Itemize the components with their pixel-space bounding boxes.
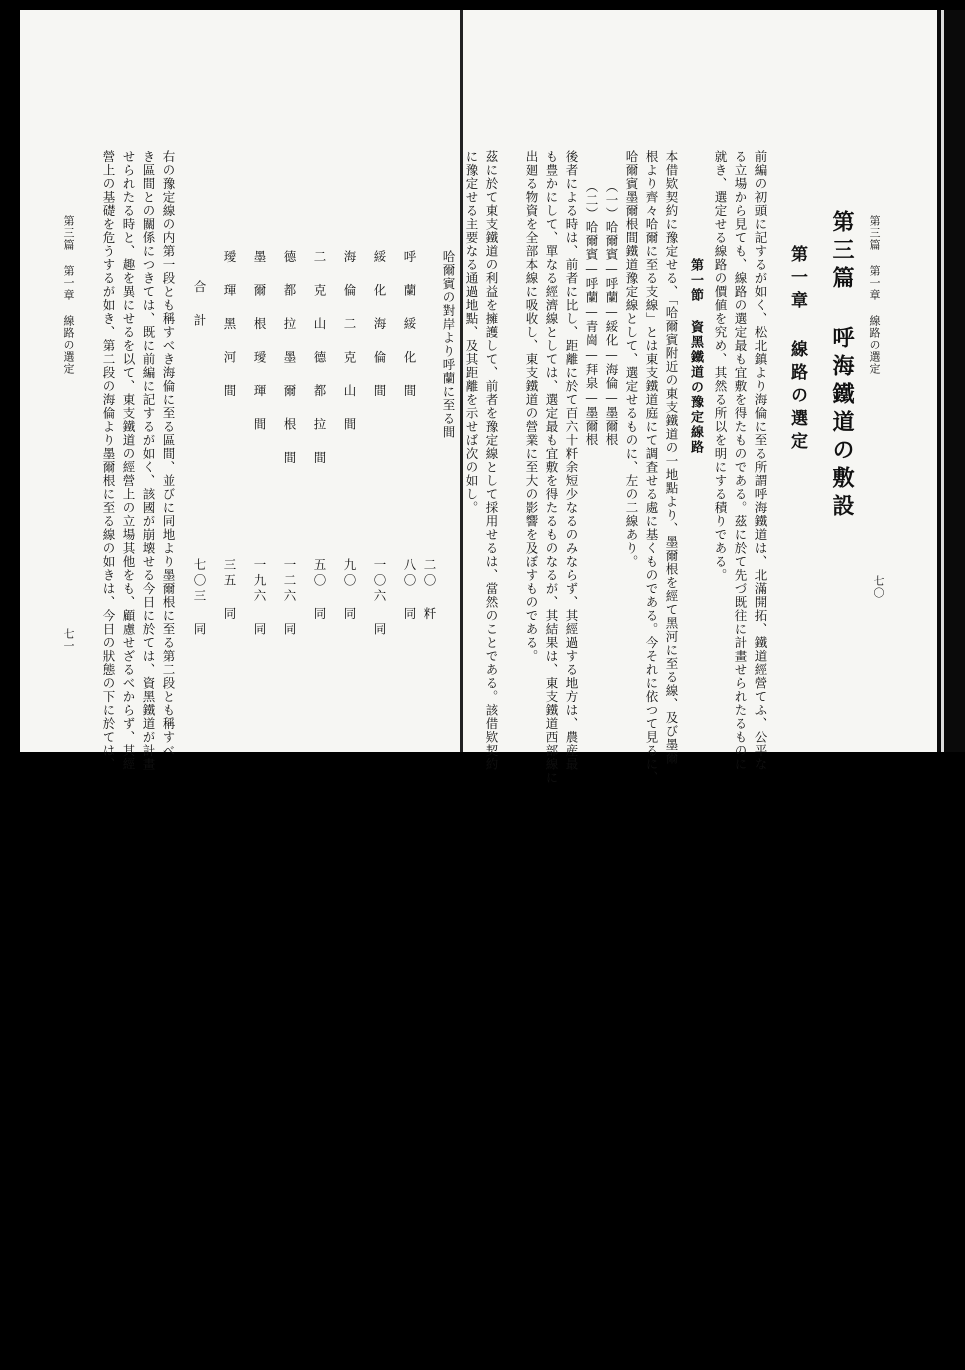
body-line: 前編の初頭に記するが如く、松北鎮より海倫に至る所謂呼海鐵道は、北滿開拓、鐵道經營てふ、公平な: [753, 150, 768, 771]
table-section-name: 海 倫 二 克 山 間: [342, 250, 357, 433]
body-line: 右の豫定線の内第一段とも稱すべき海倫に至る區間、並びに同地より墨爾根に至る第二段とも稱すべ: [161, 150, 176, 758]
body-line: 根より齊々哈爾に至る支線」とは東支鐵道庭にて調査せる處に基くものである。今それに依つて見るに、: [644, 150, 659, 785]
chapter-title: 第一章 線路の選定: [787, 245, 807, 455]
book-gutter: [460, 10, 463, 752]
table-distance: 一九六 同: [252, 558, 267, 638]
route-option: （二）哈爾賓—呼蘭—青崗—拜泉—墨爾根: [584, 180, 599, 447]
table-distance: 八〇 同: [402, 558, 417, 623]
body-line: せられたる時と、趣を異にせるを以て、東支鐵道の經營上の立場其他をも、顧慮せざるべからず、其經: [121, 150, 136, 771]
section-heading: 第一節 資黑鐵道の豫定線路: [688, 258, 703, 455]
table-section-name: 綏 化 海 倫 間: [372, 250, 387, 400]
body-line: 出廻る物資を全部本線に吸收し、東支鐵道の營業に至大の影響を及ぼすものである。: [524, 150, 539, 663]
page-number: 七〇: [872, 575, 885, 599]
left-page: 第三篇 第一章 線路の選定 七一 哈爾賓の對岸より呼蘭に至る間 二〇 粁 呼 蘭 綏 化 間 八〇 同 綏 化 海 倫 間 一〇六 同 海 倫 二 克 山 間 九〇 同 二 克 山 德 都 拉 間 五〇 同 德 都 拉 墨 爾 根 間 一二六 同 墨 爾 根 璦 琿 間 一九六 同 璦 琿 黑 河 間 三五 同 合 計 七〇三 同 右の豫定線の内第一段とも稱すべき海倫に至る區間、並びに同地より墨爾根に至る第二段とも稱すべ き區間との關係につきては、既に前編に記するが如く、該國が崩壊せる今日に於ては、資黑鐵道が計畫 せられたる時と、趣を異にせるを以て、東支鐵道の經營上の立場其他をも、顧慮せざるべからず、其經 營上の基礎を危うするが如き、第二段の海倫より墨爾根に至る線の如きは、今日の狀態の下に於ては、: [20, 10, 460, 752]
table-distance: 五〇 同: [312, 558, 327, 623]
body-line: る立場から見ても、線路の選定最も宜敷を得たものである。茲に於て先づ既往に計畫せられたるものに: [733, 150, 748, 771]
page-number: 七一: [62, 628, 75, 652]
running-head: 第三篇 第一章 線路の選定: [62, 215, 75, 375]
table-section-name: 墨 爾 根 璦 琿 間: [252, 250, 267, 433]
table-section-name: 合 計: [192, 280, 207, 329]
body-line: 本借欵契約に豫定せる、「哈爾賓附近の東支鐵道の一地點より、墨爾根を經て黑河に至る線、及び墨爾: [664, 150, 679, 765]
table-section-name: 璦 琿 黑 河 間: [222, 250, 237, 400]
running-head: 第三篇 第一章 線路の選定: [868, 215, 881, 375]
table-distance: 三五 同: [222, 558, 237, 623]
body-line: 就き、選定せる線路の價値を究め、其然る所以を明にする積りである。: [713, 150, 728, 582]
body-line: 營上の基礎を危うするが如き、第二段の海倫より墨爾根に至る線の如きは、今日の狀態の下に於ては、: [101, 150, 116, 771]
table-heading: 哈爾賓の對岸より呼蘭に至る間: [441, 250, 456, 439]
body-line: も豊かにして、單なる經濟線としては、選定最も宜敷を得たるものなるが、其結果は、東支鐵道西部線に: [544, 150, 559, 785]
page-edge: [937, 10, 965, 752]
table-distance: 一〇六 同: [372, 558, 387, 638]
table-section-name: 呼 蘭 綏 化 間: [402, 250, 417, 400]
body-line: 茲に於て東支鐵道の利益を擁護して、前者を豫定線として採用せるは、當然のことである。該借欵契約: [484, 150, 499, 771]
route-option: （一）哈爾賓—呼蘭—綏化—海倫—墨爾根: [604, 180, 619, 447]
part-title: 第三篇 呼海鐵道の敷設: [829, 210, 855, 522]
table-section-name: 德 都 拉 墨 爾 根 間: [282, 250, 297, 467]
body-line: き區間との關係につきては、既に前編に記するが如く、該國が崩壊せる今日に於ては、資黑鐵道が計畫: [141, 150, 156, 771]
table-section-name: 二 克 山 德 都 拉 間: [312, 250, 327, 467]
table-distance: 九〇 同: [342, 558, 357, 623]
table-distance: 一二六 同: [282, 558, 297, 638]
table-distance: 七〇三 同: [192, 558, 207, 638]
body-line: 後者による時は、前者に比し、距離に於て百六十粁余短少なるのみならず、其經過する地方は、農産最: [564, 150, 579, 771]
right-page: [463, 10, 937, 785]
body-line: 哈爾賓墨爾根間鐵道豫定線として、選定せるものに、左の二線あり。: [624, 150, 639, 569]
body-line: に豫定せる主要なる通過地點、及其距離を示せば次の如し。: [464, 150, 479, 515]
